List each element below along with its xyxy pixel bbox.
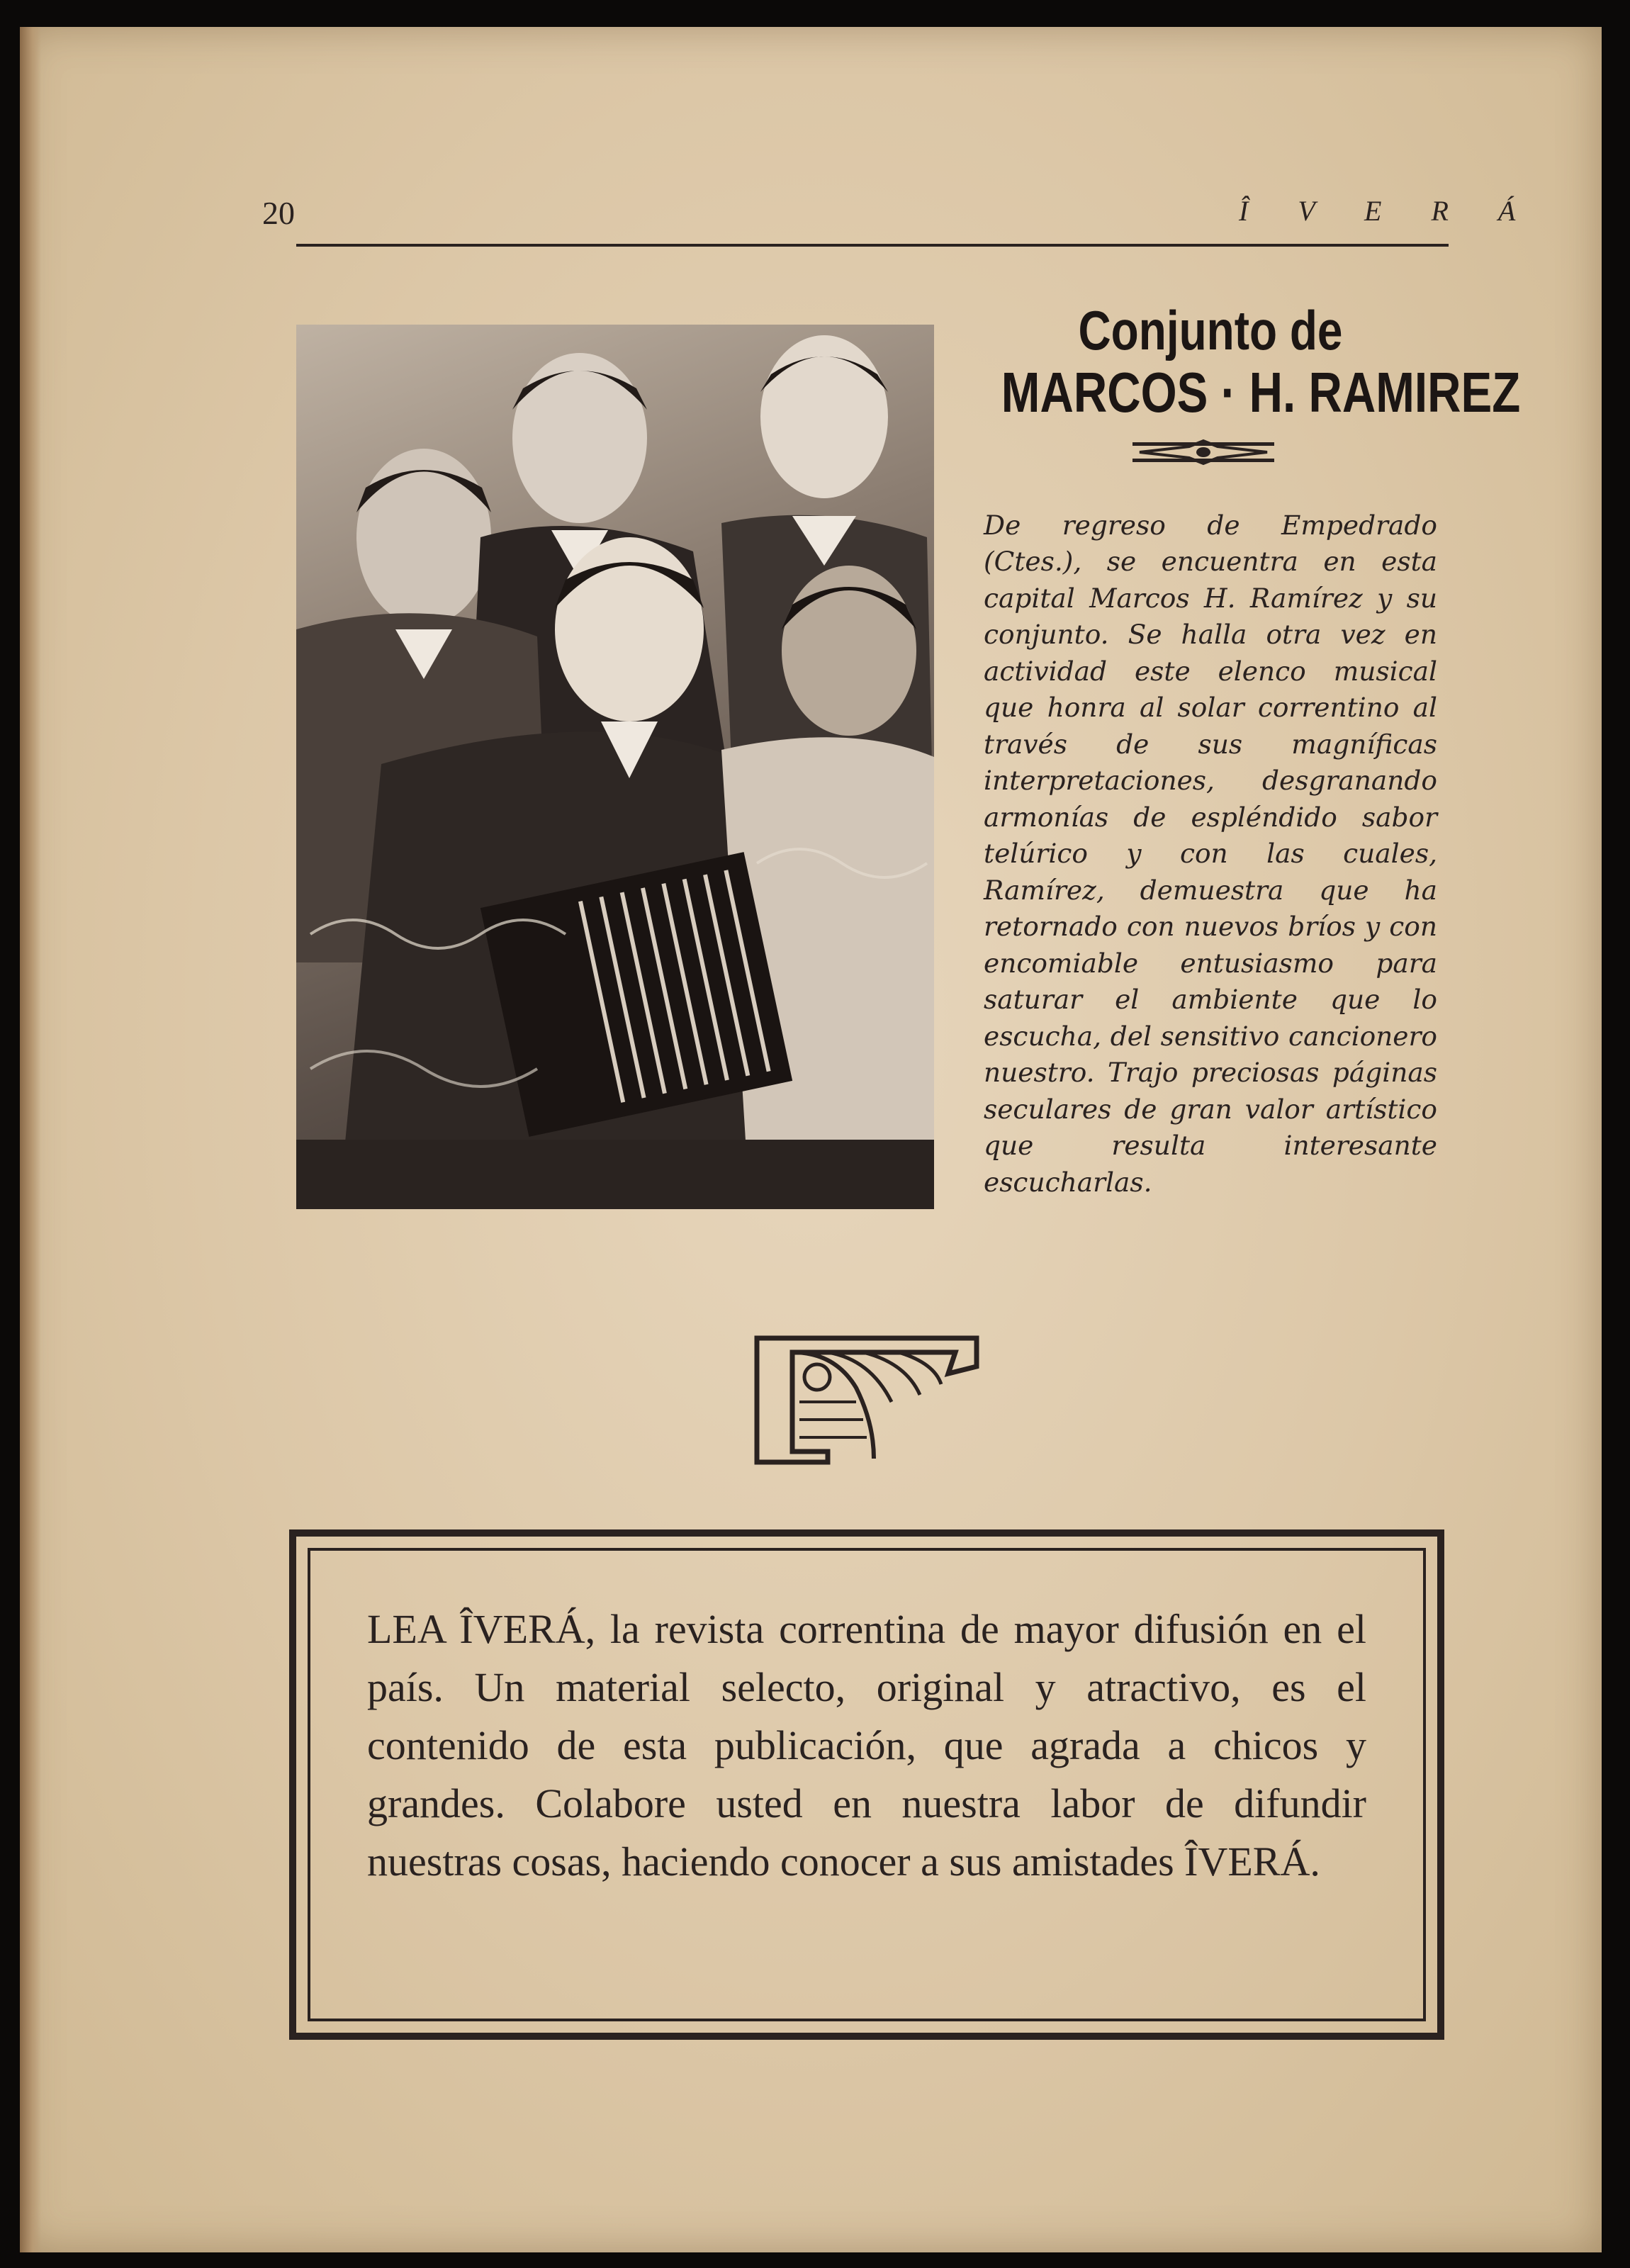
band-photograph bbox=[296, 325, 934, 1209]
advertisement-text: LEA ÎVERÁ, la revista correntina de mayor difusión en el país. Un material selecto, original y atractivo, es el contenido de esta publicación, que agrada a chicos y grandes. Colabore usted en nuestra labor de difundir nuestras cosas, haciendo conocer a sus amistades ÎVERÁ. bbox=[367, 1606, 1366, 1885]
title-line-1: Conjunto de bbox=[1078, 299, 1343, 361]
article-body: De regreso de Empedrado (Ctes.), se encuentra en esta capital Marcos H. Ramírez y su conjunto. Se halla otra vez en actividad este elenco musical que honra al solar correntino al través de sus magníficas interpretaciones, desgranando armonías de espléndido sabor telúrico y con las cuales, Ramírez, demuestra que ha retornado con nuevos bríos y con encomiable entusiasmo para saturar el ambiente que lo escucha, del sensitivo cancionero nuestro. Trajo preciosas páginas seculares de gran valor artístico que resulta interesante escucharlas. bbox=[984, 509, 1437, 1198]
title-line-2: MARCOS · H. RAMIREZ bbox=[1001, 361, 1521, 424]
header-rule bbox=[296, 244, 1449, 247]
advertisement-box bbox=[289, 1529, 1444, 2040]
page-binding bbox=[20, 27, 41, 2252]
art-nouveau-ornament bbox=[750, 1324, 984, 1469]
magazine-page bbox=[20, 27, 1602, 2252]
title-divider-ornament bbox=[1125, 438, 1281, 469]
article-title bbox=[1001, 299, 1521, 425]
photo-illustration bbox=[296, 325, 934, 1209]
advertisement-inner-frame bbox=[308, 1548, 1426, 2021]
magazine-title: Î V E R Á bbox=[1239, 195, 1537, 227]
page-number: 20 bbox=[262, 195, 295, 231]
